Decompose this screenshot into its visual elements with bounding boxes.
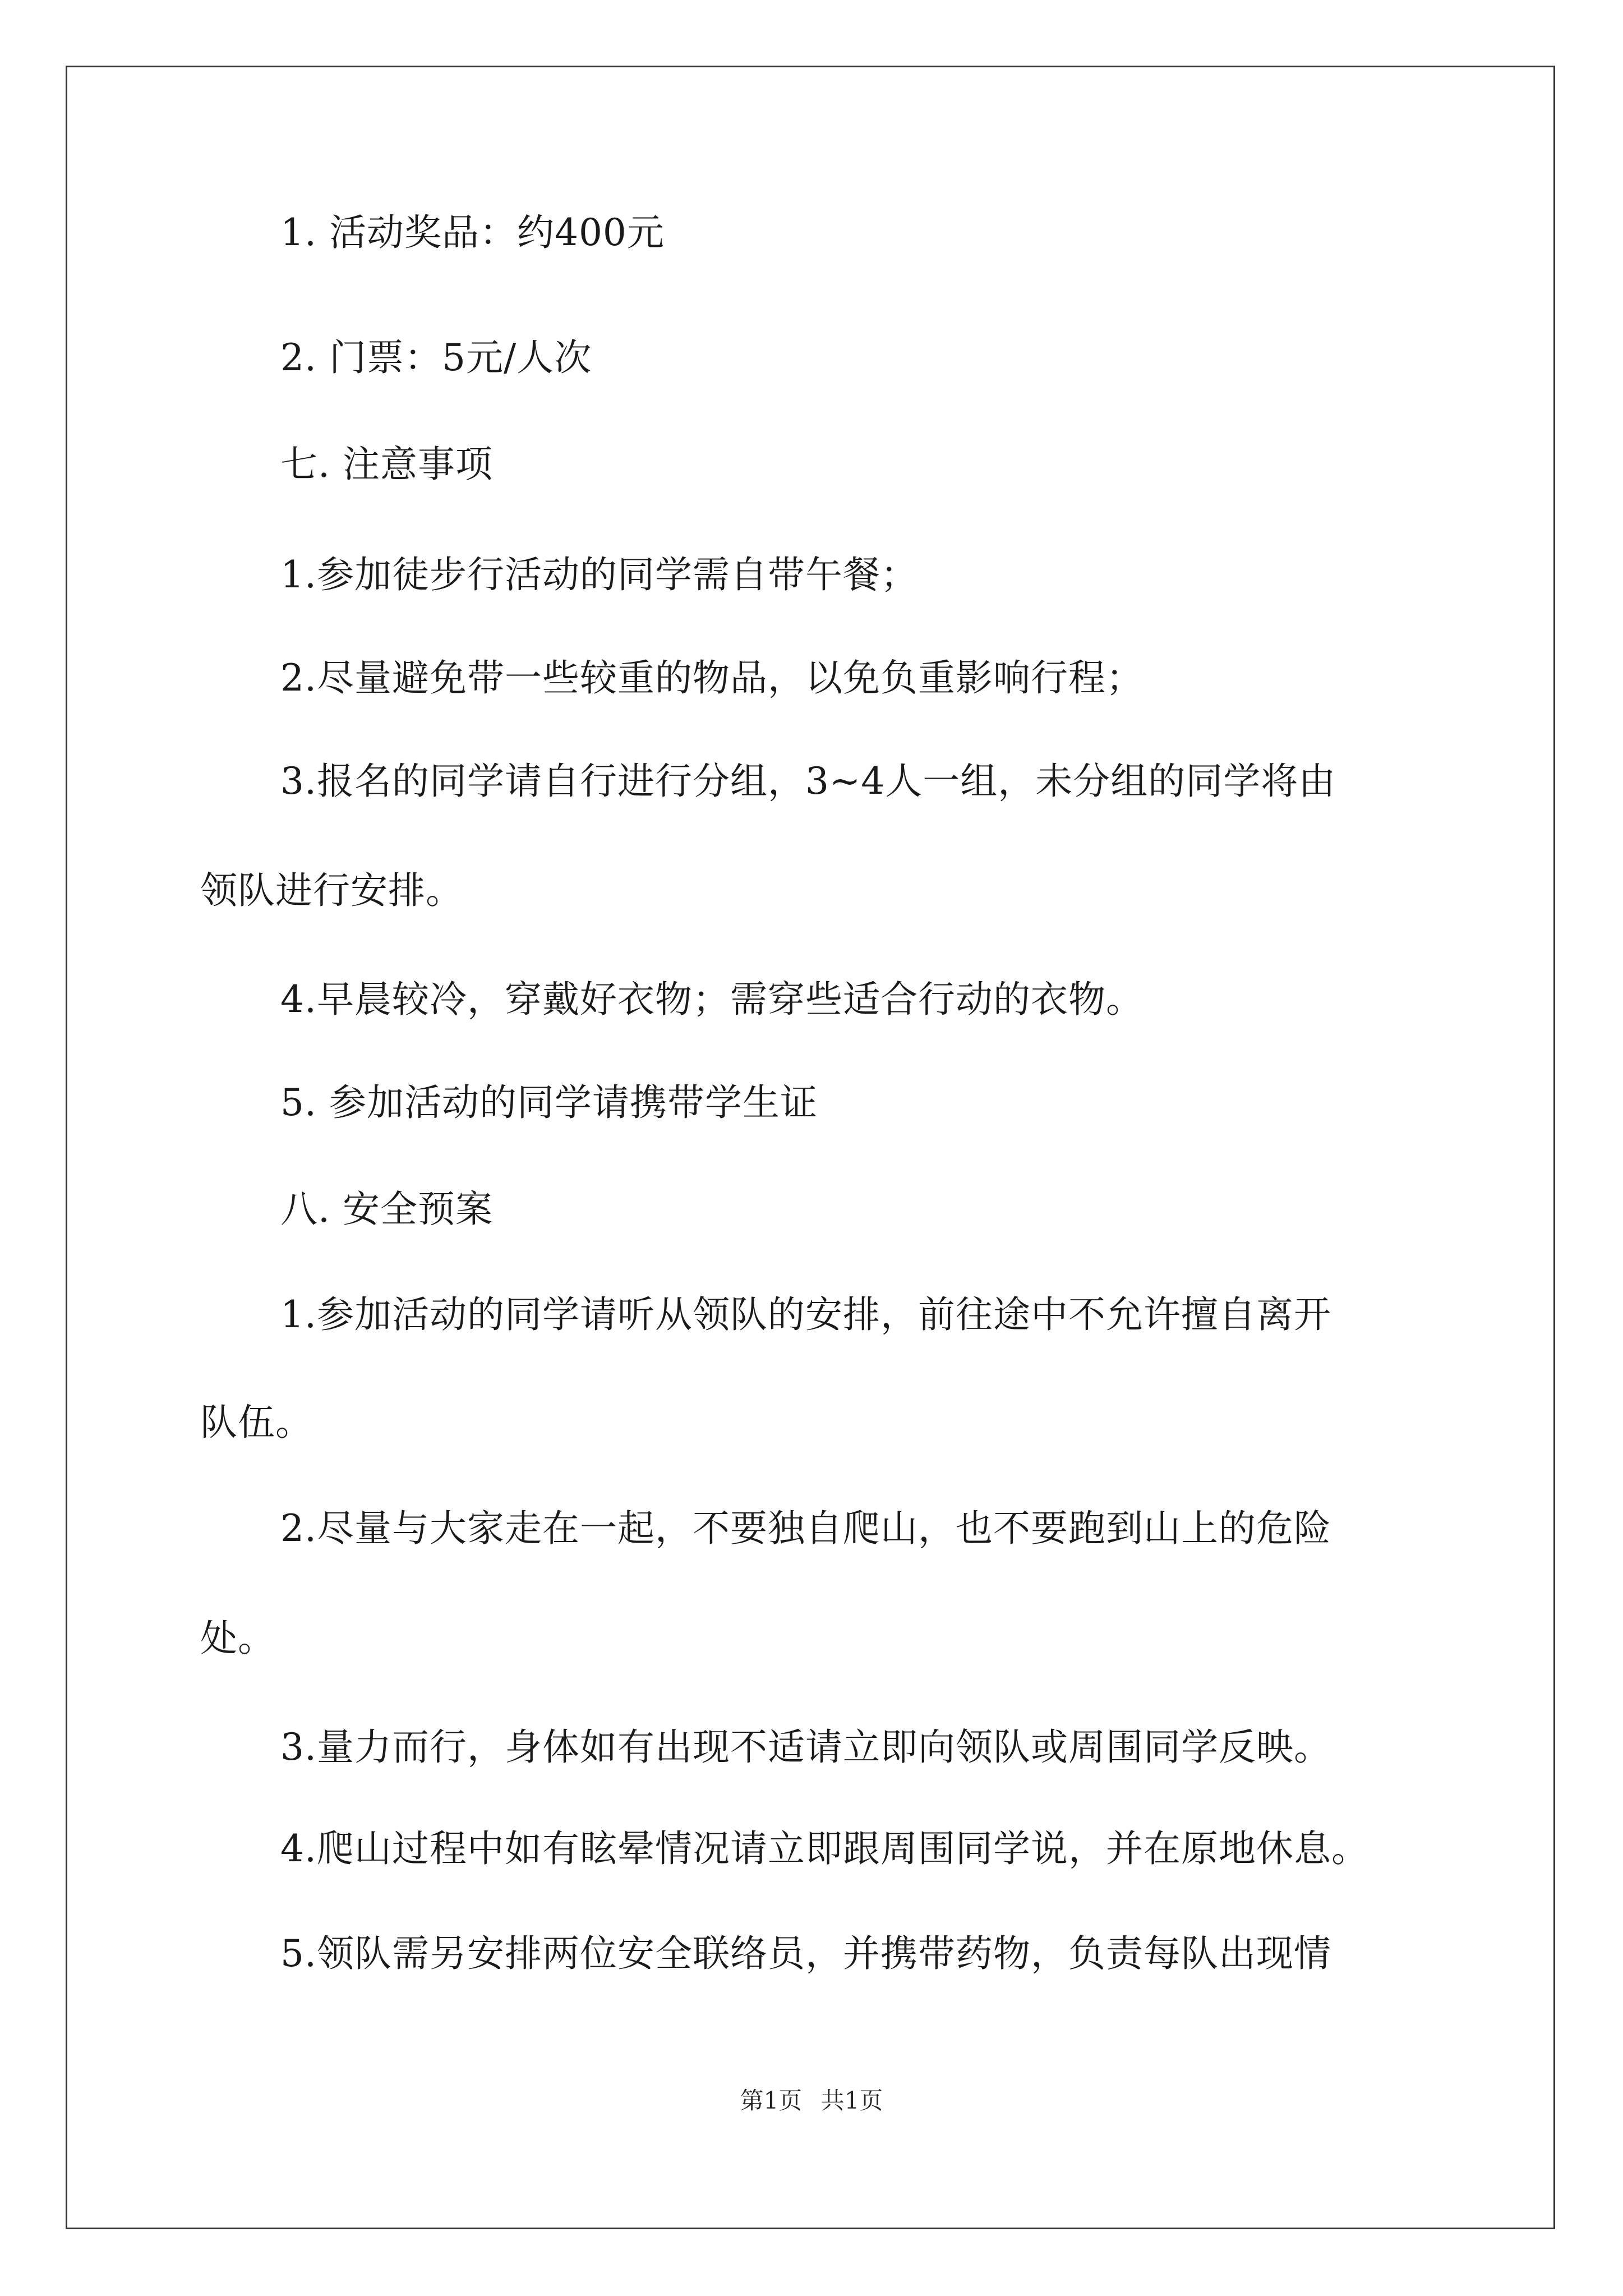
text-line: 4.早晨较冷，穿戴好衣物；需穿些适合行动的衣物。 [280, 978, 1144, 1021]
text-line: 2.尽量避免带一些较重的物品，以免负重影响行程； [280, 656, 1144, 700]
text-line: 2. 门票：5元/人次 [280, 336, 592, 379]
section-heading: 七. 注意事项 [280, 443, 493, 486]
text-line: 2.尽量与大家走在一起，不要独自爬山，也不要跑到山上的危险 [280, 1507, 1331, 1550]
page-footer [0, 2087, 1623, 2115]
text-line: 队伍。 [200, 1401, 313, 1444]
page-number: 第1页 [740, 2087, 803, 2114]
text-line: 3.报名的同学请自行进行分组，3~4人一组，未分组的同学将由 [280, 760, 1336, 803]
text-line: 1.参加徒步行活动的同学需自带午餐； [280, 553, 918, 596]
text-line: 3.量力而行，身体如有出现不适请立即向领队或周围同学反映。 [280, 1726, 1331, 1769]
text-line: 5.领队需另安排两位安全联络员，并携带药物，负责每队出现情 [280, 1932, 1331, 1975]
section-heading: 八. 安全预案 [280, 1188, 493, 1231]
text-line: 处。 [200, 1617, 275, 1660]
text-line: 1. 活动奖品：约400元 [280, 211, 665, 254]
text-line: 1.参加活动的同学请听从领队的安排，前往途中不允许擅自离开 [280, 1293, 1331, 1336]
text-line: 5. 参加活动的同学请携带学生证 [280, 1081, 818, 1124]
page-total: 共1页 [820, 2087, 883, 2114]
text-line: 4.爬山过程中如有眩晕情况请立即跟周围同学说，并在原地休息。 [280, 1827, 1369, 1870]
text-line: 领队进行安排。 [200, 869, 463, 912]
